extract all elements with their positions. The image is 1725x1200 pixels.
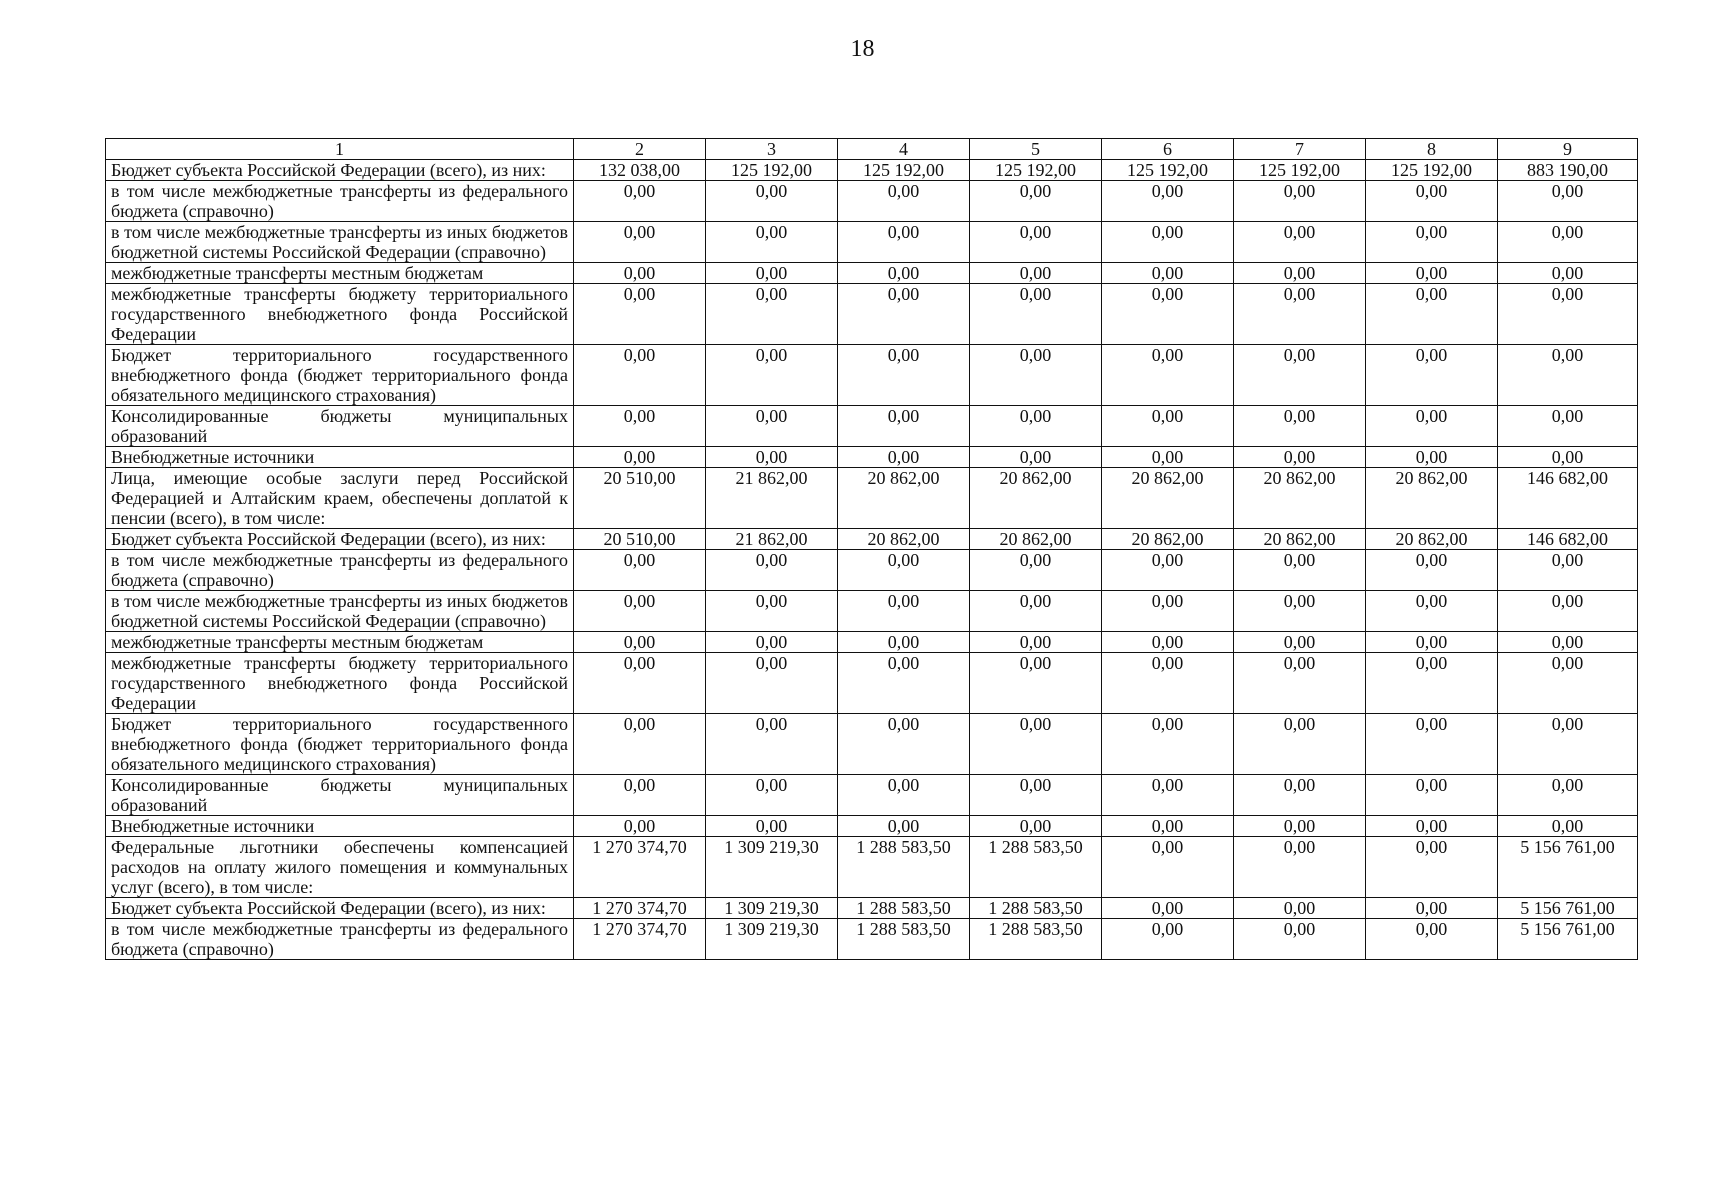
- value-cell: 0,00: [706, 550, 838, 591]
- value-cell: 0,00: [574, 653, 706, 714]
- value-cell: 5 156 761,00: [1498, 919, 1638, 960]
- value-cell: 0,00: [970, 447, 1102, 468]
- row-label: межбюджетные трансферты бюджету территориального государственного внебюджетного фонда Российской Федерации: [106, 653, 574, 714]
- value-cell: 0,00: [574, 447, 706, 468]
- row-label: Бюджет территориального государственного внебюджетного фонда (бюджет территориального фонда обязательного медицинского страхования): [106, 714, 574, 775]
- value-cell: 0,00: [1234, 837, 1366, 898]
- value-cell: 0,00: [970, 653, 1102, 714]
- value-cell: 0,00: [706, 222, 838, 263]
- row-label: в том числе межбюджетные трансферты из иных бюджетов бюджетной системы Российской Федерации (справочно): [106, 591, 574, 632]
- value-cell: 0,00: [1102, 222, 1234, 263]
- value-cell: 21 862,00: [706, 529, 838, 550]
- row-label: в том числе межбюджетные трансферты из федерального бюджета (справочно): [106, 919, 574, 960]
- value-cell: 1 288 583,50: [838, 837, 970, 898]
- row-label: межбюджетные трансферты местным бюджетам: [106, 632, 574, 653]
- value-cell: 146 682,00: [1498, 468, 1638, 529]
- value-cell: 0,00: [1102, 591, 1234, 632]
- value-cell: 0,00: [706, 263, 838, 284]
- row-label: Бюджет субъекта Российской Федерации (всего), из них:: [106, 898, 574, 919]
- value-cell: 0,00: [574, 632, 706, 653]
- value-cell: 883 190,00: [1498, 160, 1638, 181]
- value-cell: 0,00: [706, 181, 838, 222]
- value-cell: 0,00: [1498, 345, 1638, 406]
- table-row: [106, 837, 1638, 898]
- value-cell: 0,00: [838, 714, 970, 775]
- value-cell: 1 288 583,50: [838, 919, 970, 960]
- value-cell: 0,00: [1498, 714, 1638, 775]
- value-cell: 0,00: [970, 263, 1102, 284]
- table-row: [106, 284, 1638, 345]
- row-label: Лица, имеющие особые заслуги перед Российской Федерацией и Алтайским краем, обеспечены доплатой к пенсии (всего), в том числе:: [106, 468, 574, 529]
- value-cell: 0,00: [1366, 181, 1498, 222]
- value-cell: 0,00: [1498, 632, 1638, 653]
- value-cell: 0,00: [838, 263, 970, 284]
- value-cell: 0,00: [1234, 714, 1366, 775]
- value-cell: 0,00: [1366, 591, 1498, 632]
- value-cell: 0,00: [706, 284, 838, 345]
- value-cell: 5 156 761,00: [1498, 898, 1638, 919]
- value-cell: 0,00: [1498, 816, 1638, 837]
- value-cell: 0,00: [1102, 447, 1234, 468]
- value-cell: 0,00: [706, 714, 838, 775]
- value-cell: 0,00: [838, 284, 970, 345]
- value-cell: 0,00: [838, 653, 970, 714]
- value-cell: 0,00: [1234, 919, 1366, 960]
- value-cell: 20 510,00: [574, 468, 706, 529]
- table-row: [106, 653, 1638, 714]
- value-cell: 0,00: [970, 714, 1102, 775]
- value-cell: 0,00: [970, 816, 1102, 837]
- value-cell: 0,00: [1102, 653, 1234, 714]
- value-cell: 0,00: [838, 181, 970, 222]
- value-cell: 0,00: [1102, 837, 1234, 898]
- value-cell: 20 862,00: [1366, 468, 1498, 529]
- value-cell: 0,00: [970, 632, 1102, 653]
- value-cell: 0,00: [1498, 284, 1638, 345]
- value-cell: 0,00: [1366, 222, 1498, 263]
- value-cell: 5 156 761,00: [1498, 837, 1638, 898]
- value-cell: 0,00: [970, 345, 1102, 406]
- table-row: [106, 632, 1638, 653]
- value-cell: 20 862,00: [970, 529, 1102, 550]
- column-number: 3: [706, 139, 838, 160]
- table-row: [106, 447, 1638, 468]
- value-cell: 0,00: [1102, 345, 1234, 406]
- value-cell: 0,00: [1366, 447, 1498, 468]
- value-cell: 0,00: [1234, 406, 1366, 447]
- row-label: в том числе межбюджетные трансферты из иных бюджетов бюджетной системы Российской Федерации (справочно): [106, 222, 574, 263]
- table-body: [106, 160, 1638, 960]
- value-cell: 0,00: [1234, 632, 1366, 653]
- value-cell: 20 862,00: [1234, 468, 1366, 529]
- row-label: Внебюджетные источники: [106, 447, 574, 468]
- value-cell: 0,00: [706, 653, 838, 714]
- value-cell: 1 270 374,70: [574, 837, 706, 898]
- value-cell: 21 862,00: [706, 468, 838, 529]
- value-cell: 0,00: [970, 591, 1102, 632]
- value-cell: 0,00: [838, 632, 970, 653]
- value-cell: 1 288 583,50: [970, 837, 1102, 898]
- value-cell: 0,00: [1498, 653, 1638, 714]
- value-cell: 1 288 583,50: [970, 898, 1102, 919]
- value-cell: 0,00: [1366, 837, 1498, 898]
- row-label: в том числе межбюджетные трансферты из федерального бюджета (справочно): [106, 181, 574, 222]
- value-cell: 0,00: [1366, 714, 1498, 775]
- value-cell: 0,00: [838, 345, 970, 406]
- value-cell: 0,00: [1498, 181, 1638, 222]
- value-cell: 125 192,00: [1102, 160, 1234, 181]
- table-row: [106, 222, 1638, 263]
- value-cell: 0,00: [1498, 263, 1638, 284]
- value-cell: 0,00: [1234, 775, 1366, 816]
- value-cell: 0,00: [1234, 653, 1366, 714]
- value-cell: 0,00: [1234, 550, 1366, 591]
- value-cell: 20 862,00: [1366, 529, 1498, 550]
- value-cell: 0,00: [1234, 898, 1366, 919]
- value-cell: 0,00: [1102, 632, 1234, 653]
- value-cell: 1 288 583,50: [970, 919, 1102, 960]
- value-cell: 0,00: [970, 775, 1102, 816]
- value-cell: 20 862,00: [1102, 468, 1234, 529]
- budget-table: [105, 138, 1638, 960]
- value-cell: 0,00: [1498, 591, 1638, 632]
- value-cell: 0,00: [1498, 222, 1638, 263]
- value-cell: 0,00: [574, 345, 706, 406]
- value-cell: 0,00: [574, 550, 706, 591]
- value-cell: 0,00: [1102, 775, 1234, 816]
- value-cell: 0,00: [970, 550, 1102, 591]
- value-cell: 0,00: [1234, 222, 1366, 263]
- row-label: межбюджетные трансферты местным бюджетам: [106, 263, 574, 284]
- value-cell: 0,00: [1102, 816, 1234, 837]
- value-cell: 0,00: [1234, 284, 1366, 345]
- value-cell: 0,00: [1366, 816, 1498, 837]
- value-cell: 1 288 583,50: [838, 898, 970, 919]
- value-cell: 0,00: [1498, 447, 1638, 468]
- value-cell: 0,00: [574, 591, 706, 632]
- value-cell: 0,00: [1234, 447, 1366, 468]
- column-number: 4: [838, 139, 970, 160]
- value-cell: 0,00: [574, 816, 706, 837]
- value-cell: 0,00: [706, 447, 838, 468]
- value-cell: 0,00: [706, 632, 838, 653]
- value-cell: 0,00: [574, 181, 706, 222]
- value-cell: 0,00: [970, 284, 1102, 345]
- value-cell: 20 862,00: [838, 468, 970, 529]
- value-cell: 0,00: [574, 406, 706, 447]
- value-cell: 1 270 374,70: [574, 898, 706, 919]
- value-cell: 0,00: [1234, 181, 1366, 222]
- row-label: в том числе межбюджетные трансферты из федерального бюджета (справочно): [106, 550, 574, 591]
- value-cell: 125 192,00: [1234, 160, 1366, 181]
- value-cell: 0,00: [1366, 263, 1498, 284]
- value-cell: 0,00: [1102, 550, 1234, 591]
- value-cell: 0,00: [970, 406, 1102, 447]
- value-cell: 1 309 219,30: [706, 919, 838, 960]
- value-cell: 20 862,00: [838, 529, 970, 550]
- value-cell: 0,00: [706, 406, 838, 447]
- value-cell: 0,00: [1366, 284, 1498, 345]
- value-cell: 0,00: [1102, 406, 1234, 447]
- value-cell: 0,00: [838, 550, 970, 591]
- value-cell: 0,00: [1234, 591, 1366, 632]
- table-row: [106, 529, 1638, 550]
- row-label: Бюджет территориального государственного внебюджетного фонда (бюджет территориального фонда обязательного медицинского страхования): [106, 345, 574, 406]
- value-cell: 1 270 374,70: [574, 919, 706, 960]
- value-cell: 0,00: [838, 447, 970, 468]
- row-label: Федеральные льготники обеспечены компенсацией расходов на оплату жилого помещения и коммунальных услуг (всего), в том числе:: [106, 837, 574, 898]
- column-number: 9: [1498, 139, 1638, 160]
- value-cell: 0,00: [1366, 919, 1498, 960]
- value-cell: 0,00: [706, 775, 838, 816]
- table-row: [106, 591, 1638, 632]
- page-number: 18: [850, 36, 875, 62]
- value-cell: 0,00: [706, 816, 838, 837]
- value-cell: 0,00: [838, 591, 970, 632]
- value-cell: 0,00: [574, 222, 706, 263]
- value-cell: 132 038,00: [574, 160, 706, 181]
- value-cell: 0,00: [1234, 263, 1366, 284]
- value-cell: 0,00: [1234, 345, 1366, 406]
- value-cell: 0,00: [1366, 406, 1498, 447]
- value-cell: 0,00: [1102, 919, 1234, 960]
- value-cell: 0,00: [574, 284, 706, 345]
- value-cell: 0,00: [1498, 775, 1638, 816]
- value-cell: 0,00: [1366, 345, 1498, 406]
- value-cell: 0,00: [1498, 550, 1638, 591]
- table-row: [106, 181, 1638, 222]
- value-cell: 0,00: [1102, 284, 1234, 345]
- value-cell: 0,00: [1498, 406, 1638, 447]
- column-number: 7: [1234, 139, 1366, 160]
- table-row: [106, 550, 1638, 591]
- row-label: Бюджет субъекта Российской Федерации (всего), из них:: [106, 160, 574, 181]
- value-cell: 0,00: [838, 816, 970, 837]
- value-cell: 125 192,00: [838, 160, 970, 181]
- value-cell: 20 862,00: [970, 468, 1102, 529]
- value-cell: 0,00: [838, 222, 970, 263]
- row-label: Бюджет субъекта Российской Федерации (всего), из них:: [106, 529, 574, 550]
- value-cell: 0,00: [1366, 775, 1498, 816]
- value-cell: 0,00: [838, 406, 970, 447]
- value-cell: 20 862,00: [1102, 529, 1234, 550]
- table-row: [106, 919, 1638, 960]
- row-label: межбюджетные трансферты бюджету территориального государственного внебюджетного фонда Российской Федерации: [106, 284, 574, 345]
- row-label: Консолидированные бюджеты муниципальных образований: [106, 775, 574, 816]
- row-label: Консолидированные бюджеты муниципальных образований: [106, 406, 574, 447]
- value-cell: 0,00: [1102, 714, 1234, 775]
- value-cell: 0,00: [1234, 816, 1366, 837]
- table-row: [106, 816, 1638, 837]
- value-cell: 0,00: [838, 775, 970, 816]
- value-cell: 125 192,00: [706, 160, 838, 181]
- table-row: [106, 714, 1638, 775]
- column-number: 6: [1102, 139, 1234, 160]
- table-row: [106, 160, 1638, 181]
- value-cell: 0,00: [1102, 181, 1234, 222]
- table-row: [106, 775, 1638, 816]
- column-number-row: [106, 139, 1638, 160]
- value-cell: 0,00: [574, 263, 706, 284]
- table-row: [106, 406, 1638, 447]
- column-number: 8: [1366, 139, 1498, 160]
- value-cell: 0,00: [574, 714, 706, 775]
- value-cell: 0,00: [706, 345, 838, 406]
- value-cell: 0,00: [1102, 263, 1234, 284]
- value-cell: 0,00: [574, 775, 706, 816]
- value-cell: 0,00: [1366, 632, 1498, 653]
- value-cell: 125 192,00: [970, 160, 1102, 181]
- value-cell: 0,00: [970, 181, 1102, 222]
- value-cell: 1 309 219,30: [706, 837, 838, 898]
- value-cell: 20 862,00: [1234, 529, 1366, 550]
- table-row: [106, 263, 1638, 284]
- value-cell: 0,00: [1366, 550, 1498, 591]
- value-cell: 0,00: [970, 222, 1102, 263]
- value-cell: 0,00: [1366, 898, 1498, 919]
- value-cell: 0,00: [1366, 653, 1498, 714]
- column-number: 1: [106, 139, 574, 160]
- table-row: [106, 898, 1638, 919]
- value-cell: 146 682,00: [1498, 529, 1638, 550]
- value-cell: 20 510,00: [574, 529, 706, 550]
- column-number: 5: [970, 139, 1102, 160]
- value-cell: 1 309 219,30: [706, 898, 838, 919]
- value-cell: 125 192,00: [1366, 160, 1498, 181]
- table-row: [106, 345, 1638, 406]
- column-number: 2: [574, 139, 706, 160]
- value-cell: 0,00: [1102, 898, 1234, 919]
- value-cell: 0,00: [706, 591, 838, 632]
- table-row: [106, 468, 1638, 529]
- row-label: Внебюджетные источники: [106, 816, 574, 837]
